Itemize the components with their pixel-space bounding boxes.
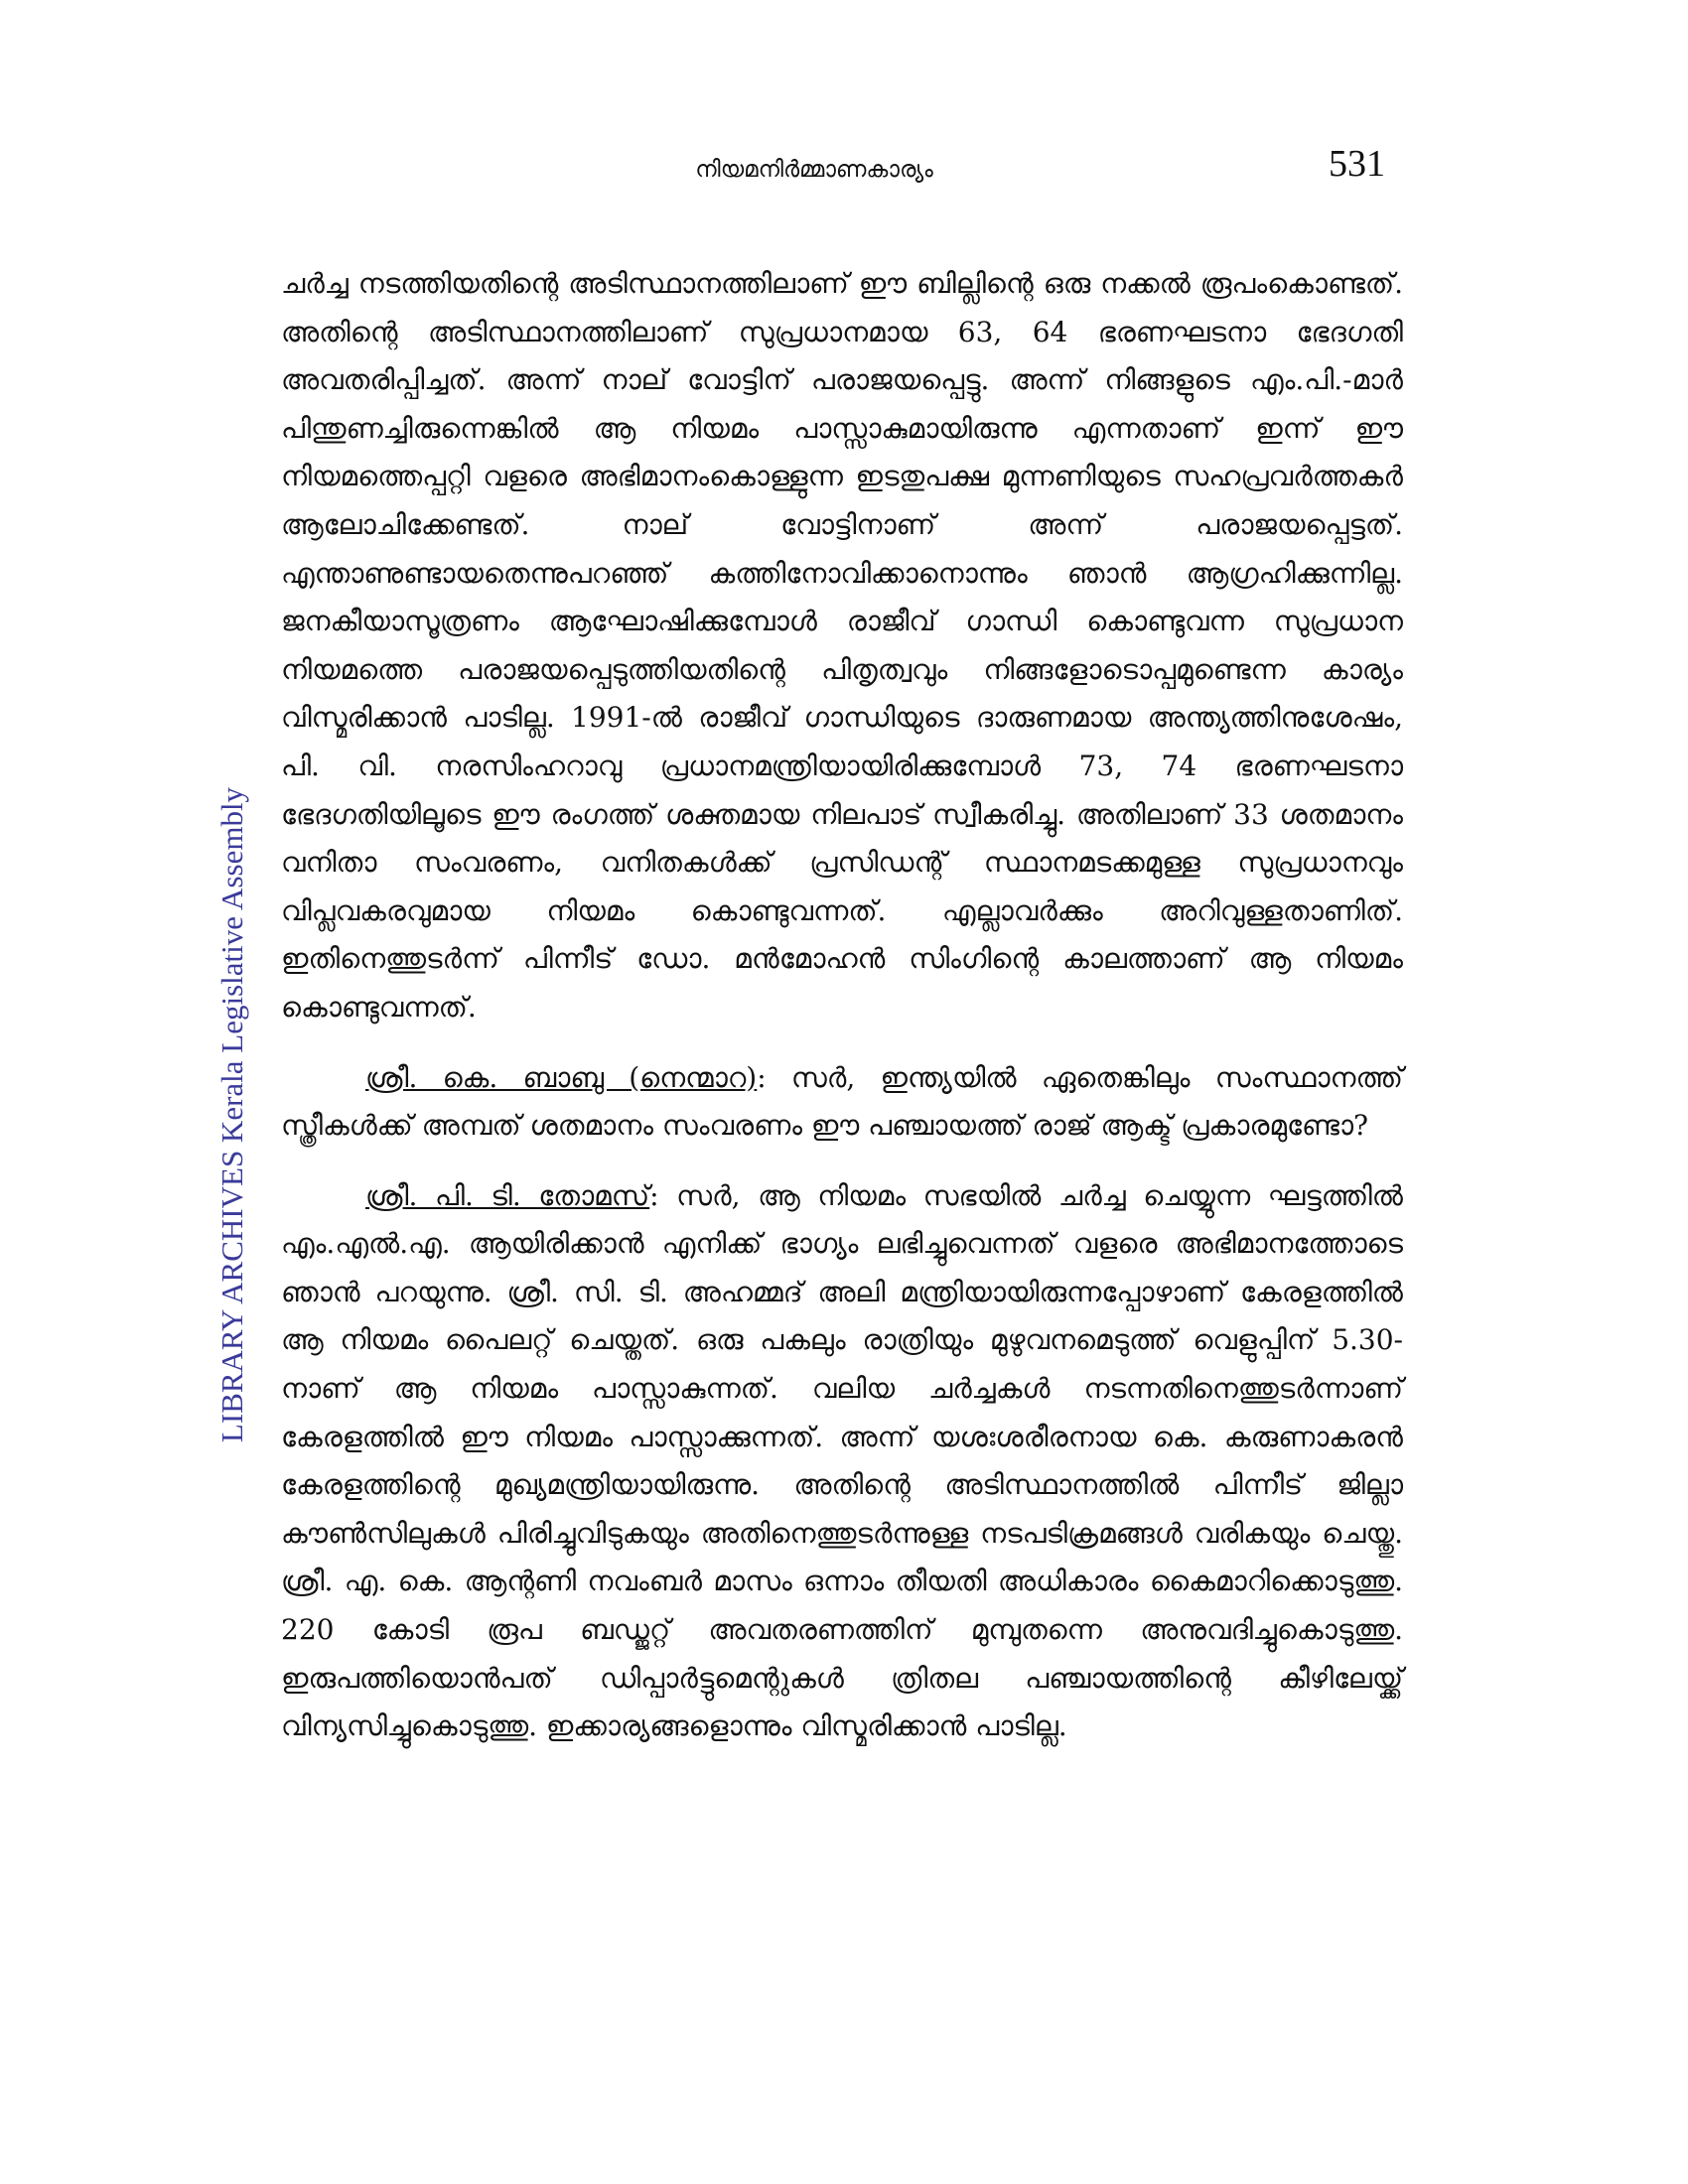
body-text — [281, 260, 1403, 1751]
speech-p-t-thomas — [281, 1172, 1403, 1751]
speech-k-babu — [281, 1054, 1403, 1151]
page-number: 531 — [1329, 143, 1385, 185]
paragraph-continuation: ചർച്ച നടത്തിയതിന്റെ അടിസ്ഥാനത്തിലാണ് ഈ ബില്ലിന്റെ ഒരു നക്കൽ രൂപംകൊണ്ടത്. അതിന്റെ അടിസ്ഥാനത്തിലാണ് സുപ്രധാനമായ 63, 64 ഭരണഘടനാ ഭേദഗതി അവതരിപ്പിച്ചത്. അന്ന് നാല് വോട്ടിന് പരാജയപ്പെട്ടു. അന്ന് നിങ്ങളുടെ എം.പി.-മാർ പിന്തുണച്ചിരുന്നെങ്കിൽ ആ നിയമം പാസ്സാകുമായിരുന്നു എന്നതാണ് ഇന്ന് ഈ നിയമത്തെപ്പറ്റി വളരെ അഭിമാനംകൊള്ളുന്ന ഇടതുപക്ഷ മുന്നണിയുടെ സഹപ്രവർത്തകർ ആലോചിക്കേണ്ടത്. നാല് വോട്ടിനാണ് അന്ന് പരാജയപ്പെട്ടത്. എന്താണുണ്ടായതെന്നുപറഞ്ഞ് കത്തിനോവിക്കാനൊന്നും ഞാൻ ആഗ്രഹിക്കുന്നില്ല. ജനകീയാസൂത്രണം ആഘോഷിക്കുമ്പോൾ രാജീവ് ഗാന്ധി കൊണ്ടുവന്ന സുപ്രധാന നിയമത്തെ പരാജയപ്പെടുത്തിയതിന്റെ പിതൃത്വവും നിങ്ങളോടൊപ്പമുണ്ടെന്ന കാര്യം വിസ്മരിക്കാൻ പാടില്ല. 1991-ൽ രാജീവ് ഗാന്ധിയുടെ ദാരുണമായ അന്ത്യത്തിനുശേഷം, പി. വി. നരസിംഹറാവു പ്രധാനമന്ത്രിയായിരിക്കുമ്പോൾ 73, 74 ഭരണഘടനാ ഭേദഗതിയിലൂടെ ഈ രംഗത്ത് ശക്തമായ നിലപാട് സ്വീകരിച്ചു. അതിലാണ് 33 ശതമാനം വനിതാ സംവരണം, വനിതകൾക്ക് പ്രസിഡന്റ് സ്ഥാനമടക്കമുള്ള സുപ്രധാനവും വിപ്ലവകരവുമായ നിയമം കൊണ്ടുവന്നത്. എല്ലാവർക്കും അറിവുള്ളതാണിത്. ഇതിനെത്തുടർന്ന് പിന്നീട് ഡോ. മൻമോഹൻ സിംഗിന്റെ കാലത്താണ് ആ നിയമം കൊണ്ടുവന്നത്. — [281, 267, 1403, 1024]
speech-text: : സർ, ആ നിയമം സഭയിൽ ചർച്ച ചെയ്യുന്ന ഘട്ടത്തിൽ എം.എൽ.എ. ആയിരിക്കാൻ എനിക്ക് ഭാഗ്യം ലഭിച്ചുവെന്നത് വളരെ അഭിമാനത്തോടെ ഞാൻ പറയുന്നു. ശ്രീ. സി. ടി. അഹമ്മദ് അലി മന്ത്രിയായിരുന്നപ്പോഴാണ് കേരളത്തിൽ ആ നിയമം പൈലറ്റ് ചെയ്തത്. ഒരു പകലും രാത്രിയും മുഴുവനമെടുത്ത് വെളുപ്പിന് 5.30-നാണ് ആ നിയമം പാസ്സാകുന്നത്. വലിയ ചർച്ചകൾ നടന്നതിനെത്തുടർന്നാണ് കേരളത്തിൽ ഈ നിയമം പാസ്സാക്കുന്നത്. അന്ന് യശഃശരീരനായ കെ. കരുണാകരൻ കേരളത്തിന്റെ മുഖ്യമന്ത്രിയായിരുന്നു. അതിന്റെ അടിസ്ഥാനത്തിൽ പിന്നീട് ജില്ലാ കൗൺസിലുകൾ പിരിച്ചുവിടുകയും അതിനെത്തുടർന്നുള്ള നടപടിക്രമങ്ങൾ വരികയും ചെയ്തു. ശ്രീ. എ. കെ. ആന്റണി നവംബർ മാസം ഒന്നാം തീയതി അധികാരം കൈമാറിക്കൊടുത്തു. 220 കോടി രൂപ ബഡ്ജറ്റ് അവതരണത്തിന് മുമ്പുതന്നെ അനുവദിച്ചുകൊടുത്തു. ഇരുപത്തിയൊൻപത് ഡിപ്പാർട്ടുമെന്റുകൾ ത്രിതല പഞ്ചായത്തിന്റെ കീഴിലേയ്ക്ക് വിന്യസിച്ചുകൊടുത്തു. ഇക്കാര്യങ്ങളൊന്നും വിസ്മരിക്കാൻ പാടില്ല. — [281, 1178, 1403, 1743]
library-watermark: LIBRARY ARCHIVES Kerala Legislative Assembly — [214, 786, 249, 1443]
speaker-name: ശ്രീ. പി. ടി. തോമസ് — [365, 1178, 650, 1212]
speaker-name: ശ്രീ. കെ. ബാബു (നെന്മാറ) — [365, 1060, 758, 1094]
running-header-title: നിയമനിർമ്മാണകാര്യം — [695, 157, 933, 183]
speech-text: : സർ, ഇന്ത്യയിൽ ഏതെങ്കിലും സംസ്ഥാനത്ത് സ്ത്രീകൾക്ക് അമ്പത് ശതമാനം സംവരണം ഈ പഞ്ചായത്ത് രാജ് ആക്ട് പ്രകാരമുണ്ടോ? — [281, 1060, 1403, 1143]
